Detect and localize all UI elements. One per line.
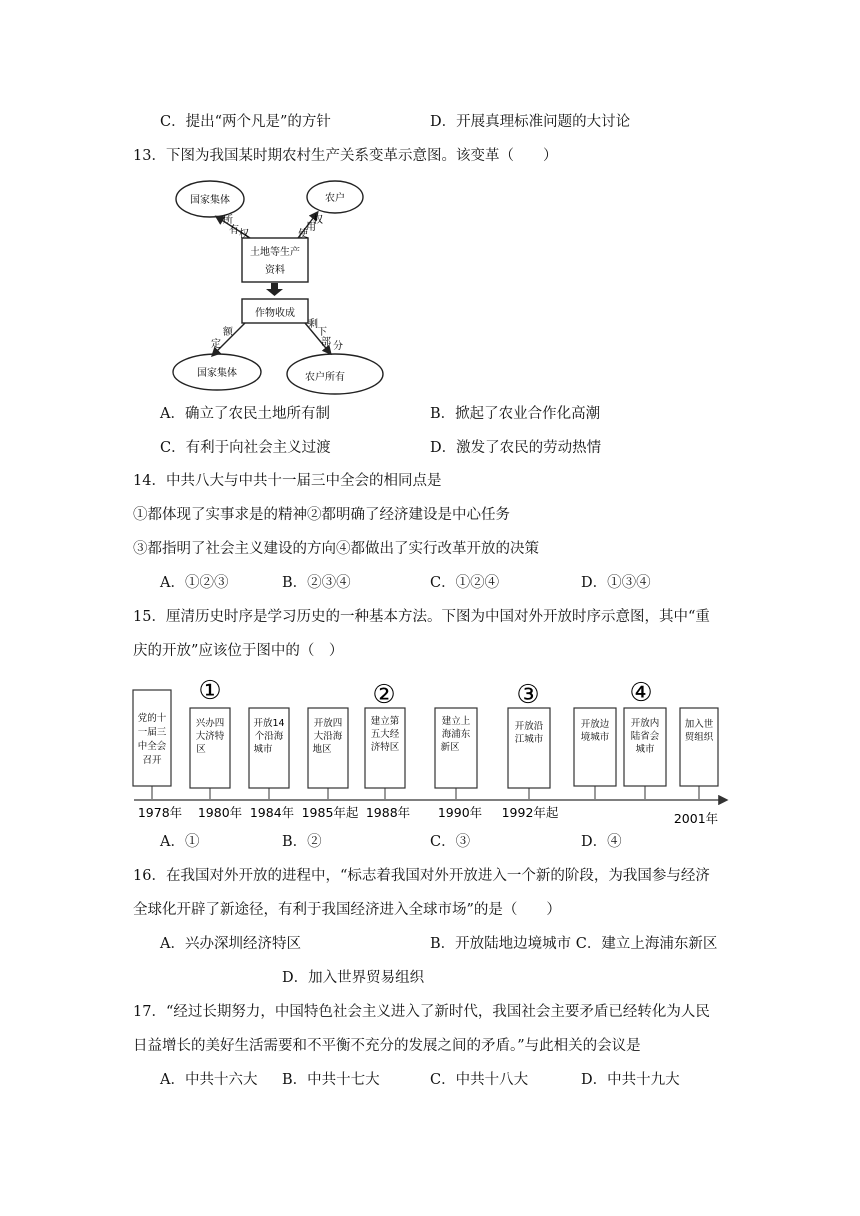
q13-option-a: A．确立了农民土地所有制 bbox=[160, 406, 330, 422]
box7-l1: 开放沿 bbox=[514, 721, 544, 732]
q15-stem-line2: 庆的开放”应该位于图中的（ ） bbox=[133, 643, 344, 659]
label-remaining-3: 部 bbox=[321, 337, 331, 348]
box7-l2: 江城市 bbox=[514, 734, 544, 745]
q14-option-d: D．①③④ bbox=[581, 575, 651, 591]
box1-l1: 党的十 bbox=[137, 713, 167, 724]
node-state-top: 国家集体 bbox=[190, 195, 230, 206]
timeline-marker-3: ③ bbox=[516, 680, 540, 710]
box1-l2: 一届三 bbox=[137, 727, 167, 738]
year-1984: 1984年 bbox=[249, 805, 295, 820]
node-household-top: 农户 bbox=[325, 193, 345, 204]
q14-option-c: C．①②④ bbox=[430, 575, 500, 591]
year-1988: 1988年 bbox=[365, 805, 411, 820]
box2-l2: 大济特 bbox=[195, 731, 225, 742]
box8-l1: 开放边 bbox=[580, 719, 610, 730]
node-land-line1: 土地等生产 bbox=[250, 247, 300, 258]
box3-l1: 开放14 bbox=[253, 718, 285, 729]
box10-l1: 加入世 bbox=[684, 719, 714, 730]
box8-l2: 境城市 bbox=[580, 732, 610, 743]
timeline-marker-4: ④ bbox=[629, 678, 653, 708]
label-ownership-2: 有 bbox=[229, 225, 239, 236]
node-crops: 作物收成 bbox=[255, 308, 295, 319]
node-state-bottom: 国家集体 bbox=[197, 368, 237, 379]
box4-l1: 开放四 bbox=[313, 718, 343, 729]
box6-l3: 新区 bbox=[440, 742, 460, 753]
box3-l2: 个沿海 bbox=[254, 731, 284, 742]
label-use-3: 使 bbox=[298, 229, 308, 240]
box9-l1: 开放内 bbox=[630, 718, 660, 729]
box1-l3: 中全会 bbox=[137, 741, 167, 752]
label-remaining-4: 分 bbox=[333, 341, 343, 352]
box4-l2: 大沿海 bbox=[313, 731, 343, 742]
q17-stem-line2: 日益增长的美好生活需要和不平衡不充分的发展之间的矛盾。”与此相关的会议是 bbox=[133, 1038, 641, 1054]
q14-statement-line1: ①都体现了实事求是的精神②都明确了经济建设是中心任务 bbox=[133, 507, 510, 523]
box1-l4: 召开 bbox=[142, 755, 162, 766]
box9-l3: 城市 bbox=[635, 744, 655, 755]
label-fixed-1: 额 bbox=[223, 327, 233, 338]
q16-stem-line2: 全球化开辟了新途径，有利于我国经济进入全球市场”的是（ ） bbox=[133, 902, 561, 918]
q13-option-b: B．掀起了农业合作化高潮 bbox=[430, 406, 601, 422]
year-2001: 2001年 bbox=[673, 811, 719, 826]
q17-option-c: C．中共十八大 bbox=[430, 1072, 529, 1088]
q12-option-d: D．开展真理标准问题的大讨论 bbox=[430, 114, 631, 130]
q13-option-c: C．有利于向社会主义过渡 bbox=[160, 440, 331, 456]
year-1980: 1980年 bbox=[197, 805, 243, 820]
q15-timeline bbox=[130, 675, 732, 827]
q15-option-a: A．① bbox=[160, 834, 200, 850]
box2-l1: 兴办四 bbox=[195, 718, 225, 729]
box5-l2: 五大经 bbox=[370, 729, 400, 740]
q13-stem: 13．下图为我国某时期农村生产关系变革示意图。该变革（ ） bbox=[133, 148, 558, 164]
label-remaining-1: 剩 bbox=[308, 319, 318, 330]
q15-stem-line1: 15．厘清历史时序是学习历史的一种基本方法。下图为中国对外开放时序示意图，其中“重 bbox=[133, 609, 710, 625]
q14-statement-line2: ③都指明了社会主义建设的方向④都做出了实行改革开放的决策 bbox=[133, 541, 539, 557]
box6-l1: 建立上 bbox=[441, 716, 471, 727]
box10-l2: 贸组织 bbox=[684, 732, 714, 743]
node-household-bottom: 农户所有 bbox=[305, 372, 345, 383]
box5-l3: 济特区 bbox=[370, 742, 400, 753]
timeline-marker-1: ① bbox=[198, 676, 222, 706]
q16-stem-line1: 16．在我国对外开放的进程中，“标志着我国对外开放进入一个新的阶段，为我国参与经济 bbox=[133, 868, 710, 884]
q17-stem-line1: 17．“经过长期努力，中国特色社会主义进入了新时代，我国社会主要矛盾已经转化为人民 bbox=[133, 1004, 710, 1020]
year-1990: 1990年 bbox=[437, 805, 483, 820]
box4-l3: 地区 bbox=[312, 744, 332, 755]
q17-option-d: D．中共十九大 bbox=[581, 1072, 680, 1088]
q14-option-b: B．②③④ bbox=[282, 575, 351, 591]
year-1985: 1985年起 bbox=[301, 805, 359, 820]
q12-option-c: C．提出“两个凡是”的方针 bbox=[160, 114, 331, 130]
label-ownership-1: 所 bbox=[223, 215, 233, 226]
box3-l3: 城市 bbox=[253, 744, 273, 755]
year-1978: 1978年 bbox=[137, 805, 183, 820]
label-ownership-3: 权 bbox=[239, 229, 249, 240]
box9-l2: 陆省会 bbox=[630, 731, 660, 742]
year-1992: 1992年起 bbox=[501, 805, 559, 820]
q14-stem: 14．中共八大与中共十一届三中全会的相同点是 bbox=[133, 473, 442, 489]
q13-diagram bbox=[165, 175, 390, 400]
q14-option-a: A．①②③ bbox=[160, 575, 229, 591]
timeline-marker-2: ② bbox=[372, 680, 396, 710]
label-remaining-2: 下 bbox=[317, 327, 327, 338]
label-use-2: 用 bbox=[306, 222, 316, 233]
box5-l1: 建立第 bbox=[370, 716, 400, 727]
box2-l3: 区 bbox=[196, 744, 206, 755]
q13-option-d: D．激发了农民的劳动热情 bbox=[430, 440, 602, 456]
label-use-1: 权 bbox=[313, 215, 323, 226]
node-land-line2: 资料 bbox=[265, 265, 285, 276]
timeline-box-7 bbox=[508, 708, 550, 788]
box6-l2: 海浦东 bbox=[441, 729, 471, 740]
q16-option-d: D．加入世界贸易组织 bbox=[282, 970, 425, 986]
q15-option-d: D．④ bbox=[581, 834, 622, 850]
q17-option-a: A．中共十六大 bbox=[160, 1072, 258, 1088]
q15-option-b: B．② bbox=[282, 834, 322, 850]
q16-option-bc: B．开放陆地边境城市 C．建立上海浦东新区 bbox=[430, 936, 718, 952]
q15-option-c: C．③ bbox=[430, 834, 471, 850]
q16-option-a: A．兴办深圳经济特区 bbox=[160, 936, 301, 952]
q17-option-b: B．中共十七大 bbox=[282, 1072, 380, 1088]
label-fixed-2: 定 bbox=[211, 339, 221, 350]
timeline-box-1 bbox=[133, 690, 171, 786]
